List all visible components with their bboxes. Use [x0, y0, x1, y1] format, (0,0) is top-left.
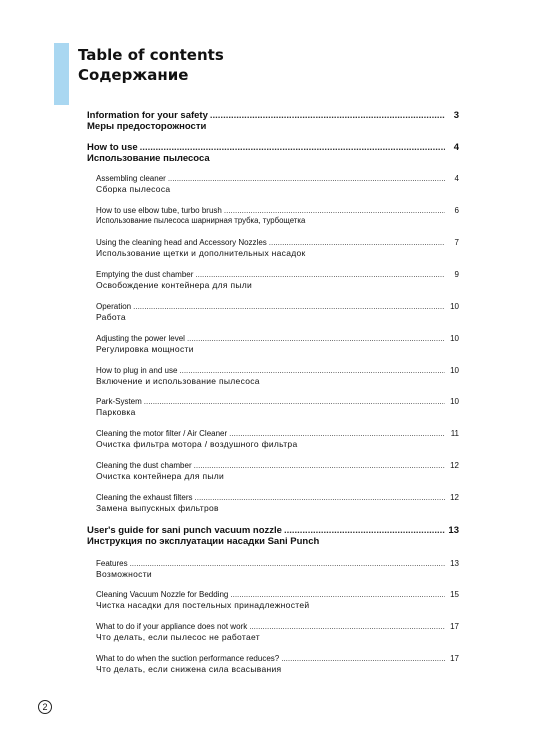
toc-item-title: What to do if your appliance does not work — [96, 622, 248, 631]
toc-section-subtitle: Меры предосторожности — [87, 121, 207, 132]
toc-page-number: 10 — [450, 366, 459, 375]
toc-section-subtitle: Использование пылесоса — [87, 153, 210, 164]
dot-leader — [140, 142, 445, 153]
toc-item-title: Assembling cleaner — [96, 174, 166, 183]
toc-page-number: 9 — [454, 270, 459, 279]
toc-page-number: 4 — [453, 142, 459, 153]
dot-leader — [133, 302, 445, 311]
toc-page-number: 13 — [450, 559, 459, 568]
toc-section-subtitle: Инструкция по эксплуатации насадки Sani Punch — [87, 536, 320, 547]
toc-page-number: 12 — [450, 461, 459, 470]
toc-page-number: 7 — [454, 238, 459, 247]
toc-page-number: 12 — [450, 493, 459, 502]
dot-leader — [284, 525, 445, 536]
toc-item-title: Using the cleaning head and Accessory Nozzles — [96, 238, 267, 247]
toc-item-subtitle: Очистка контейнера для пыли — [96, 471, 225, 481]
toc-item-subtitle: Чистка насадки для постельных принадлежностей — [96, 600, 310, 610]
toc-item-title: Cleaning the motor filter / Air Cleaner — [96, 429, 228, 438]
dot-leader — [187, 334, 445, 343]
toc-page-number: 13 — [448, 525, 459, 536]
toc-item-title: Park-System — [96, 397, 142, 406]
toc-item-title: Emptying the dust chamber — [96, 270, 194, 279]
dot-leader — [229, 429, 445, 438]
toc-page-number: 11 — [450, 429, 459, 438]
toc-item-title: Features — [96, 559, 128, 568]
dot-leader — [210, 110, 445, 121]
dot-leader — [224, 206, 445, 215]
toc-item-subtitle: Работа — [96, 312, 126, 322]
toc-item-subtitle: Сборка пылесоса — [96, 184, 171, 194]
toc-item-subtitle: Очистка фильтра мотора / воздушного фильтра — [96, 439, 298, 449]
toc-item-title: Operation — [96, 302, 132, 311]
toc-item-subtitle: Регулировка мощности — [96, 344, 194, 354]
toc-item-title: What to do when the suction performance reduces? — [96, 654, 280, 663]
toc-page-number: 6 — [454, 206, 459, 215]
toc-item-title: Cleaning the dust chamber — [96, 461, 192, 470]
toc-item-subtitle: Замена выпускных фильтров — [96, 503, 219, 513]
toc-item-subtitle: Парковка — [96, 407, 136, 417]
dot-leader — [249, 622, 445, 631]
toc-page-number: 4 — [454, 174, 459, 183]
toc-page-number: 15 — [450, 590, 459, 599]
toc-item-subtitle: Что делать, если пылесос не работает — [96, 632, 260, 642]
toc-item-subtitle: Что делать, если снижена сила всасывания — [96, 664, 282, 674]
toc-item-title: Adjusting the power level — [96, 334, 185, 343]
dot-leader — [230, 590, 445, 599]
dot-leader — [281, 654, 445, 663]
dot-leader — [179, 366, 445, 375]
toc-item-subtitle: Использование щетки и дополнительных насадок — [96, 248, 306, 258]
toc-item-title: Cleaning the exhaust filters — [96, 493, 193, 502]
toc-page-number: 10 — [450, 397, 459, 406]
toc-item-subtitle: Возможности — [96, 569, 152, 579]
dot-leader — [144, 397, 445, 406]
dot-leader — [269, 238, 445, 247]
toc-item-title: How to use elbow tube, turbo brush — [96, 206, 222, 215]
toc-page-number: 10 — [450, 334, 459, 343]
toc-page-number: 10 — [450, 302, 459, 311]
dot-leader — [195, 270, 445, 279]
dot-leader — [195, 493, 446, 502]
toc-page-number: 17 — [450, 622, 459, 631]
page-number-badge: 2 — [38, 700, 52, 714]
toc-item-title: Cleaning Vacuum Nozzle for Bedding — [96, 590, 229, 599]
toc-item-subtitle: Освобождение контейнера для пыли — [96, 280, 253, 290]
toc-item-subtitle: Использование пылесоса шарнирная трубка, турбощетка — [96, 216, 306, 225]
toc-section-title: How to use — [87, 142, 138, 153]
toc-section-title: User's guide for sani punch vacuum nozzle — [87, 525, 282, 536]
toc-page-number: 3 — [453, 110, 459, 121]
toc-section-title: Information for your safety — [87, 110, 208, 121]
dot-leader — [168, 174, 445, 183]
toc-page-number: 17 — [450, 654, 459, 663]
dot-leader — [130, 559, 445, 568]
dot-leader — [194, 461, 445, 470]
page-title-en: Table of contents — [78, 46, 224, 64]
toc-item-title: How to plug in and use — [96, 366, 178, 375]
toc-item-subtitle: Включение и использование пылесоса — [96, 376, 260, 386]
page-title-ru: Содержание — [78, 66, 189, 84]
